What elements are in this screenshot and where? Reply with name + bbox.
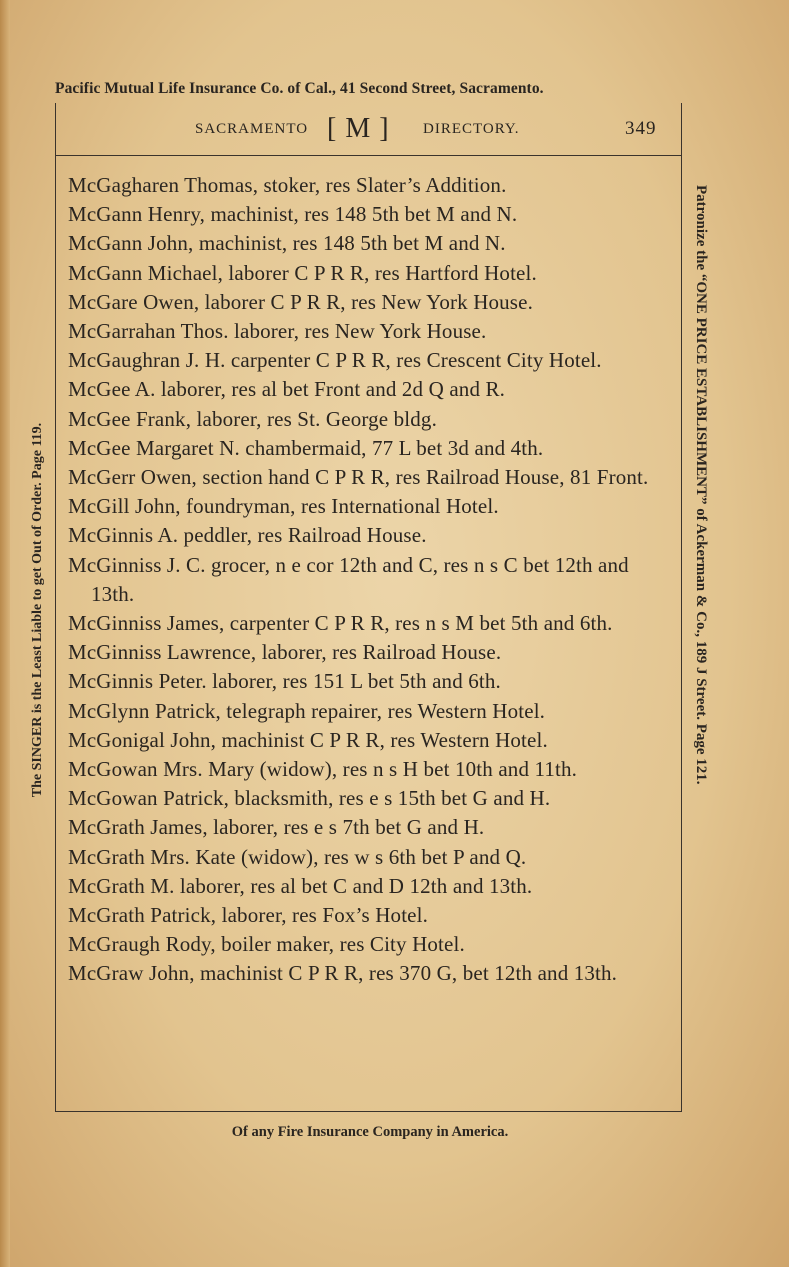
directory-entry-text: McGaughran J. H. carpenter C P R R, res Crescent City Hotel. xyxy=(68,348,602,373)
directory-entry xyxy=(68,843,666,872)
directory-entry-text: McGinnis A. peddler, res Railroad House. xyxy=(68,523,427,548)
directory-entry xyxy=(68,200,666,229)
directory-entry-text: McGraugh Rody, boiler maker, res City Hotel. xyxy=(68,932,465,957)
directory-entry-text: McGarrahan Thos. laborer, res New York House. xyxy=(68,319,487,344)
page-edge xyxy=(0,0,10,1267)
right-margin-advertisement: Patronize the “ONE PRICE ESTABLISHMENT” of Ackerman & Co., 189 J Street. Page 121. xyxy=(693,185,709,785)
directory-entry-text: McGrath Patrick, laborer, res Fox’s Hotel. xyxy=(68,903,429,928)
directory-entry-text: McGann John, machinist, res 148 5th bet M and N. xyxy=(68,231,506,256)
directory-entries xyxy=(68,171,666,989)
directory-entry xyxy=(68,346,666,375)
directory-entry-text: McGerr Owen, section hand C P R R, res Railroad House, 81 Front. xyxy=(68,465,649,490)
directory-entry-text: McGann Michael, laborer C P R R, res Hartford Hotel. xyxy=(68,260,537,285)
directory-entry xyxy=(68,609,666,638)
directory-entry xyxy=(68,784,666,813)
left-margin-advertisement: The SINGER is the Least Liable to get Out of Order. Page 119. xyxy=(30,422,45,798)
directory-entry xyxy=(68,171,666,200)
directory-entry-text: McGinniss James, carpenter C P R R, res n s M bet 5th and 6th. xyxy=(68,611,613,636)
directory-entry-text: McGlynn Patrick, telegraph repairer, res Western Hotel. xyxy=(68,698,546,723)
directory-entry xyxy=(68,521,666,550)
directory-entry xyxy=(68,959,666,988)
running-head xyxy=(195,112,665,148)
directory-entry-text: McGowan Patrick, blacksmith, res e s 15th bet G and H. xyxy=(68,786,551,811)
directory-entry xyxy=(68,901,666,930)
directory-entry xyxy=(68,667,666,696)
bottom-advertisement: Of any Fire Insurance Company in America. xyxy=(231,1124,509,1140)
directory-entry-text: McGrath M. laborer, res al bet C and D 12th and 13th. xyxy=(68,873,533,898)
page-number: 349 xyxy=(625,118,657,139)
directory-entry xyxy=(68,697,666,726)
directory-entry-text: McGraw John, machinist C P R R, res 370 G, bet 12th and 13th. xyxy=(68,961,618,986)
directory-entry xyxy=(68,813,666,842)
directory-entry-text: McGee A. laborer, res al bet Front and 2d Q and R. xyxy=(68,377,506,402)
directory-entry xyxy=(68,463,666,492)
directory-entry-text: McGare Owen, laborer C P R R, res New York House. xyxy=(68,289,534,314)
directory-entry-text: McGann Henry, machinist, res 148 5th bet M and N. xyxy=(68,202,518,227)
header-rule xyxy=(55,155,682,156)
directory-entry-text: McGinnis Peter. laborer, res 151 L bet 5th and 6th. xyxy=(68,669,501,694)
directory-entry-text: McGagharen Thomas, stoker, res Slater’s Addition. xyxy=(68,173,507,197)
directory-entry-text: McGinniss J. C. grocer, n e cor 12th and C, res n s C bet 12th and 13th. xyxy=(68,552,629,606)
directory-entry-text: McGonigal John, machinist C P R R, res Western Hotel. xyxy=(68,727,548,752)
directory-entry xyxy=(68,755,666,784)
running-head-city: SACRAMENTO xyxy=(195,121,309,137)
directory-entry xyxy=(68,259,666,288)
directory-entry xyxy=(68,930,666,959)
directory-entry-text: McGee Margaret N. chambermaid, 77 L bet 3d and 4th. xyxy=(68,435,544,460)
running-head-title: DIRECTORY. xyxy=(423,121,520,137)
directory-entry xyxy=(68,288,666,317)
directory-entry xyxy=(68,405,666,434)
directory-entry-text: McGrath James, laborer, res e s 7th bet G and H. xyxy=(68,815,485,840)
directory-entry-text: McGinniss Lawrence, laborer, res Railroad House. xyxy=(68,640,502,665)
directory-entry-text: McGrath Mrs. Kate (widow), res w s 6th bet P and Q. xyxy=(68,844,527,869)
directory-entry xyxy=(68,872,666,901)
directory-entry xyxy=(68,492,666,521)
directory-entry xyxy=(68,638,666,667)
directory-entry-text: McGill John, foundryman, res International Hotel. xyxy=(68,494,499,519)
directory-entry xyxy=(68,229,666,258)
directory-entry xyxy=(68,726,666,755)
directory-entry xyxy=(68,434,666,463)
running-head-letter: [ M ] xyxy=(327,113,390,144)
directory-entry xyxy=(68,375,666,404)
top-advertisement: Pacific Mutual Life Insurance Co. of Cal., 41 Second Street, Sacramento. xyxy=(55,80,544,97)
directory-entry xyxy=(68,551,666,609)
directory-entry xyxy=(68,317,666,346)
directory-entry-text: McGowan Mrs. Mary (widow), res n s H bet 10th and 11th. xyxy=(68,757,578,782)
directory-entry-text: McGee Frank, laborer, res St. George bldg. xyxy=(68,406,437,431)
